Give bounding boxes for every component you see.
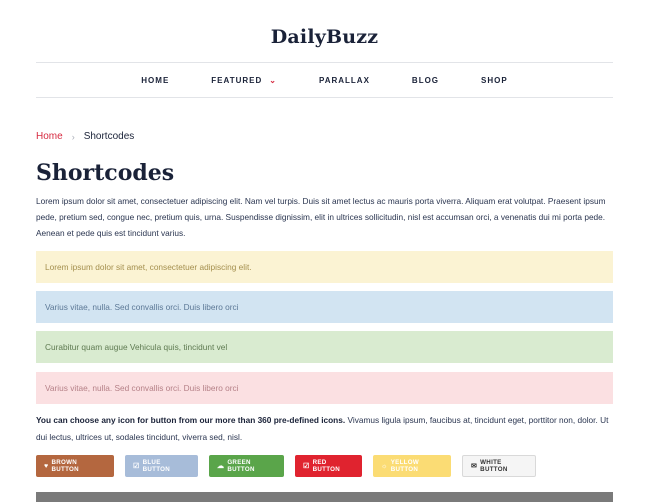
icons-paragraph-rest: Vivamus ligula ipsum, faucibus at, tincidunt eget, porttitor non, dolor. Ut dui lectus, ultrices ut, sodales tincidunt, viverra sed, nisl. [36, 415, 609, 442]
checkbox-icon: ☑ [133, 462, 140, 470]
button-label: BROWN BUTTON [51, 459, 79, 473]
intro-paragraph: Lorem ipsum dolor sit amet, consectetuer adipiscing elit. Nam vel turpis. Duis sit amet lectus ac mauris porta viverra. Aliquam erat volutpat. Praesent ipsum pede, pretium sed, congue nec, pretium quis, urna. Suspendisse dignissim, elit in ultrices sollicitudin, nisl est accumsan orci, a venenatis dui mi porta pede. Aenean et pede quis est tincidunt varius. [36, 196, 606, 238]
site-title[interactable]: DailyBuzz [270, 26, 379, 48]
alert-text: Varius vitae, nulla. Sed convallis orci. Duis libero orci [45, 302, 239, 312]
chevron-down-icon: ⌄ [269, 75, 277, 85]
button-label: BLUE BUTTON [142, 459, 171, 473]
header-divider-bottom [36, 97, 613, 98]
alert-danger [36, 372, 613, 404]
main-nav [36, 64, 613, 96]
page-title: Shortcodes [36, 160, 175, 186]
nav-item-label: PARALLAX [318, 75, 370, 85]
nav-item-parallax[interactable] [319, 76, 370, 85]
green-button[interactable] [209, 455, 284, 477]
white-button[interactable] [462, 455, 536, 477]
blue-button[interactable] [125, 455, 198, 477]
nav-item-label: FEATURED [211, 75, 263, 85]
breadcrumb-home-link[interactable]: Home [36, 131, 63, 142]
alert-text: Varius vitae, nulla. Sed convallis orci. Duis libero orci [45, 383, 239, 393]
nav-item-label: HOME [141, 75, 170, 85]
breadcrumb-current: Shortcodes [83, 131, 135, 142]
button-row [36, 455, 536, 477]
button-label: WHITE BUTTON [480, 459, 508, 473]
cloud-icon: ☁ [217, 462, 225, 470]
nav-item-featured[interactable] [211, 76, 277, 85]
check-square-icon: ☑ [303, 462, 310, 470]
nav-item-label: BLOG [411, 75, 440, 85]
nav-item-home[interactable] [141, 76, 169, 85]
envelope-icon: ✉ [471, 462, 478, 470]
button-label: RED BUTTON [312, 459, 341, 473]
nav-item-label: SHOP [481, 75, 508, 85]
yellow-button[interactable] [373, 455, 451, 477]
red-button[interactable] [295, 455, 362, 477]
nav-item-shop[interactable] [481, 76, 508, 85]
brown-button[interactable] [36, 455, 114, 477]
next-section-bar [36, 492, 613, 502]
alert-info [36, 291, 613, 323]
alert-text: Curabitur quam augue Vehicula quis, tincidunt vel [45, 342, 228, 352]
breadcrumb-separator-icon: › [71, 131, 75, 142]
icons-paragraph-bold: You can choose any icon for button from our more than 360 pre-defined icons. [36, 415, 346, 425]
sun-icon: ☼ [381, 462, 388, 470]
icons-paragraph [36, 412, 613, 446]
button-label: GREEN BUTTON [227, 459, 255, 473]
heart-icon: ♥ [44, 462, 49, 470]
alert-text: Lorem ipsum dolor sit amet, consectetuer adipiscing elit. [45, 262, 252, 272]
header-divider-top [36, 62, 613, 63]
nav-item-blog[interactable] [412, 76, 439, 85]
breadcrumb [36, 131, 134, 142]
alert-warning [36, 251, 613, 283]
button-label: YELLOW BUTTON [390, 459, 419, 473]
alert-success [36, 331, 613, 363]
